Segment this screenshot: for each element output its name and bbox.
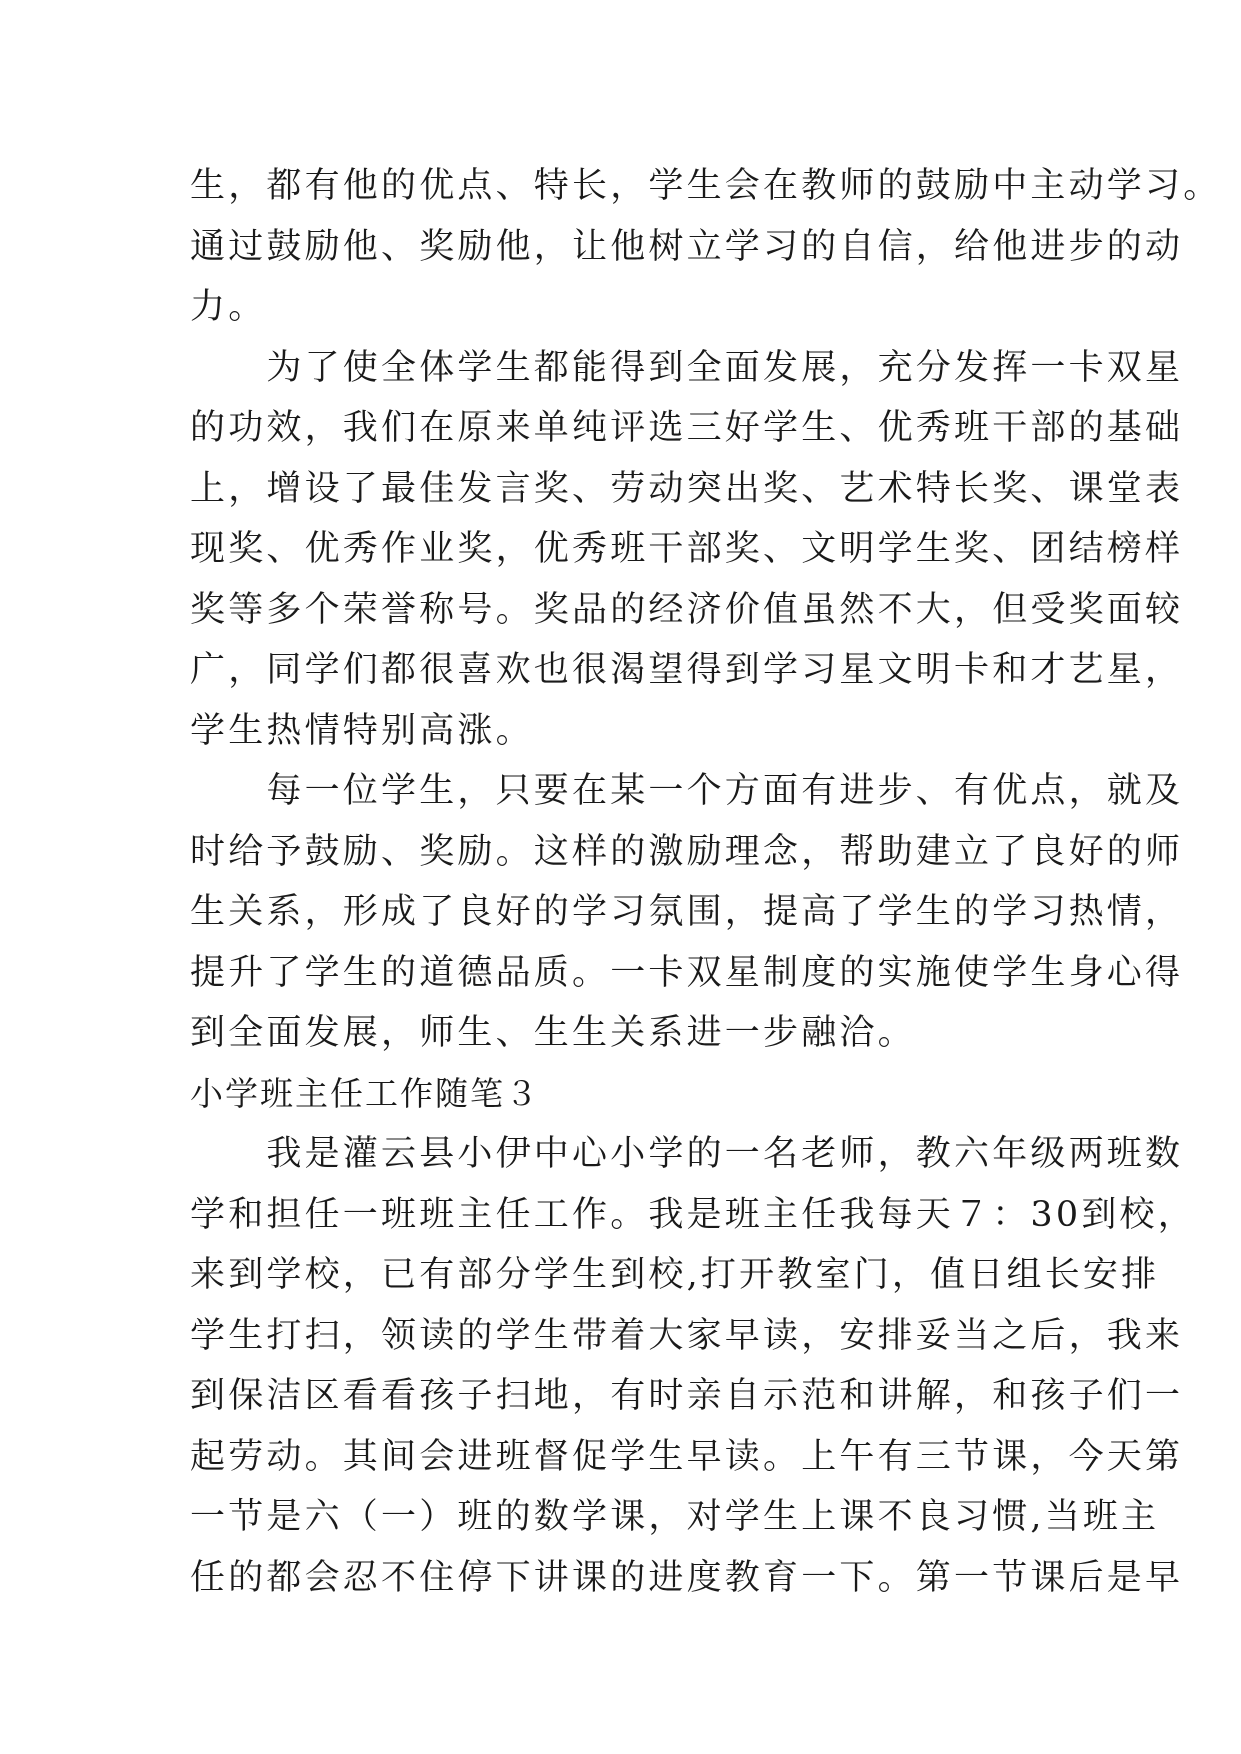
text-line: 学生打扫，领读的学生带着大家早读，安排妥当之后，我来 [190, 1315, 1184, 1356]
text-line: 学生热情特别高涨。 [190, 710, 534, 751]
text-line: 奖等多个荣誉称号。奖品的经济价值虽然不大，但受奖面较 [190, 589, 1184, 630]
text-line: 任的都会忍不住停下讲课的进度教育一下。第一节课后是早 [190, 1557, 1184, 1598]
text-line: 每一位学生，只要在某一个方面有进步、有优点，就及 [190, 771, 1184, 811]
text-line: 一节是六（一）班的数学课，对学生上课不良习惯,当班主 [190, 1497, 1160, 1537]
text-line: 上，增设了最佳发言奖、劳动突出奖、艺术特长奖、课堂表 [190, 468, 1184, 509]
text-line: 起劳动。其间会进班督促学生早读。上午有三节课，今天第 [190, 1436, 1184, 1477]
text-line: 学和担任一班班主任工作。我是班主任我每天７：30到校， [190, 1194, 1196, 1235]
text-line: 生，都有他的优点、特长，学生会在教师的鼓励中主动学习。 [190, 166, 1222, 206]
text-line: 广，同学们都很喜欢也很渴望得到学习星文明卡和才艺星， [190, 650, 1184, 690]
text-line: 到全面发展，师生、生生关系进一步融洽。 [190, 1013, 916, 1053]
text-line: 来到学校，已有部分学生到校,打开教室门，值日组长安排 [190, 1255, 1160, 1295]
text-line: 现奖、优秀作业奖，优秀班干部奖、文明学生奖、团结榜样 [190, 529, 1184, 569]
section-heading: 小学班主任工作随笔３ [190, 1073, 540, 1113]
text-line: 到保洁区看看孩子扫地，有时亲自示范和讲解，和孩子们一 [190, 1376, 1184, 1416]
text-line: 我是灌云县小伊中心小学的一名老师，教六年级两班数 [190, 1134, 1184, 1174]
text-line: 力。 [190, 287, 267, 327]
text-line: 时给予鼓励、奖励。这样的激励理念，帮助建立了良好的师 [190, 831, 1184, 872]
text-line: 为了使全体学生都能得到全面发展，充分发挥一卡双星 [190, 347, 1184, 388]
text-line: 通过鼓励他、奖励他，让他树立学习的自信，给他进步的动 [190, 226, 1184, 267]
text-line: 提升了学生的道德品质。一卡双星制度的实施使学生身心得 [190, 952, 1184, 993]
body-text [190, 156, 1222, 1608]
text-line: 的功效，我们在原来单纯评选三好学生、优秀班干部的基础 [190, 408, 1184, 448]
text-line: 生关系，形成了良好的学习氛围，提高了学生的学习热情， [190, 892, 1184, 932]
